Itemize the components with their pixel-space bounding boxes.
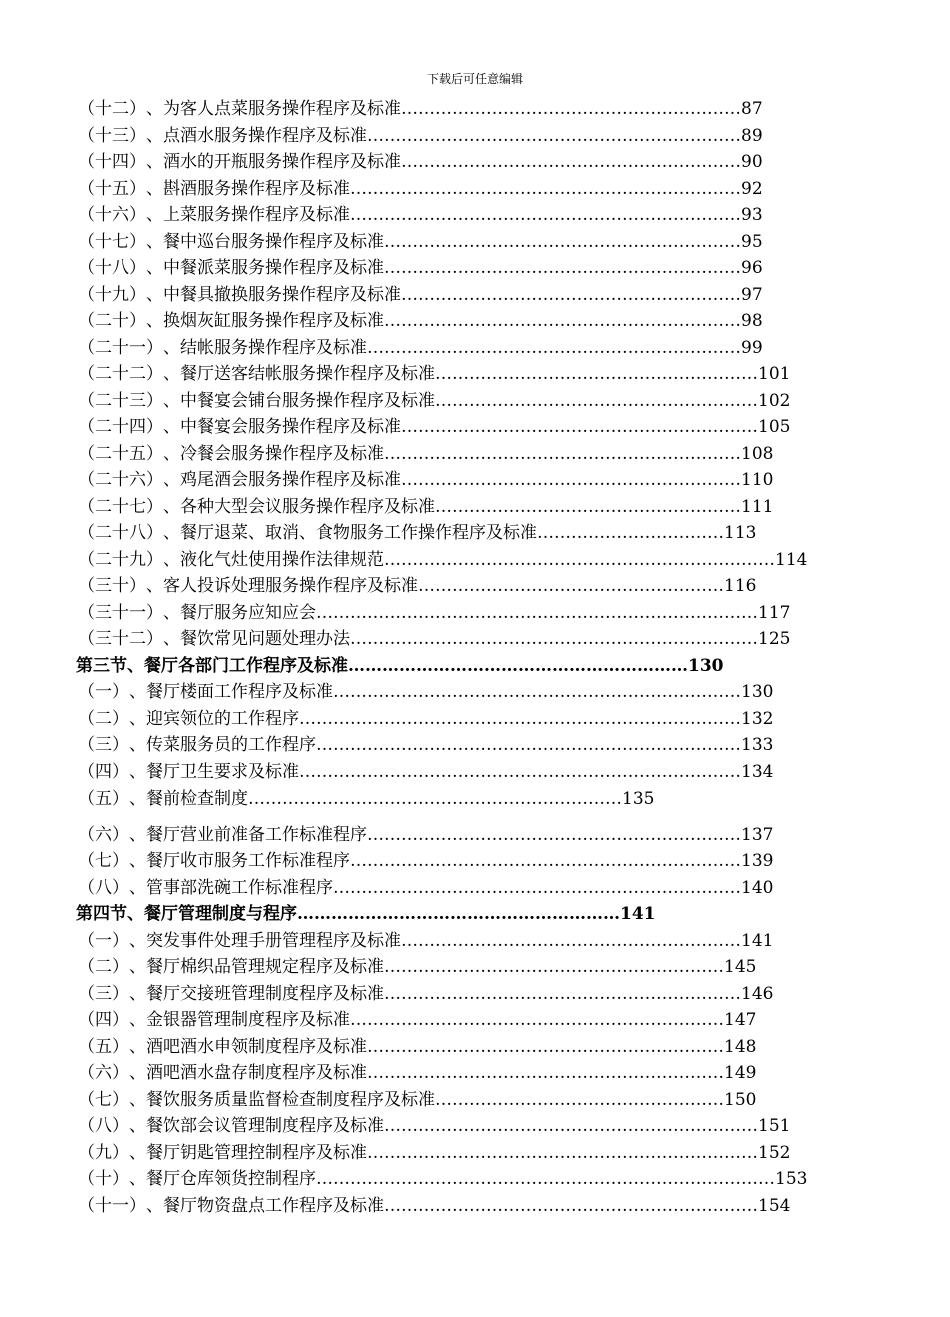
toc-leader-dots: ………………………………………………………… bbox=[350, 1010, 724, 1030]
toc-entry-title: 、酒吧酒水申领制度程序及标准 bbox=[129, 1037, 367, 1057]
toc-entry-number: （三十一） bbox=[78, 603, 163, 623]
toc-page-number: 96 bbox=[741, 258, 763, 278]
toc-entry-number: （七） bbox=[78, 851, 129, 871]
toc-page-number: 89 bbox=[741, 126, 763, 146]
toc-leader-dots: ………………………………………………… bbox=[435, 364, 758, 384]
toc-leader-dots: …………………………………………………………… bbox=[350, 851, 741, 871]
toc-page-number: 154 bbox=[758, 1196, 791, 1216]
toc-entry-title: 、冷餐会服务操作程序及标准 bbox=[163, 444, 384, 464]
toc-leader-dots: …………………………………………………………………… bbox=[299, 762, 741, 782]
toc-entry-title: 、酒水的开瓶服务操作程序及标准 bbox=[146, 152, 401, 172]
toc-entry-title: 、餐饮部会议管理制度程序及标准 bbox=[129, 1116, 384, 1136]
toc-entry-title: 、餐厅交接班管理制度程序及标准 bbox=[129, 984, 384, 1004]
toc-entry-number: （三） bbox=[78, 735, 129, 755]
toc-entry bbox=[78, 732, 773, 758]
toc-entry bbox=[78, 600, 790, 626]
toc-page-number: 145 bbox=[724, 957, 757, 977]
toc-entry-title: 、餐厅收市服务工作标准程序 bbox=[129, 851, 350, 871]
toc-leader-dots: ……………………………………………………………… bbox=[350, 629, 758, 649]
toc-entry bbox=[78, 202, 763, 228]
toc-leader-dots: …………………………………………………………………… bbox=[316, 603, 758, 623]
toc-entry-number: （十三） bbox=[78, 126, 146, 146]
toc-page-number: 87 bbox=[741, 99, 763, 119]
toc-entry-number: （二十四） bbox=[78, 417, 163, 437]
toc-entry bbox=[78, 1193, 790, 1219]
toc-entry-number: （十一） bbox=[78, 1196, 146, 1216]
toc-page-number: 141 bbox=[620, 904, 656, 924]
toc-section-heading bbox=[76, 653, 724, 679]
toc-entry bbox=[78, 547, 807, 573]
toc-entry bbox=[78, 414, 790, 440]
toc-entry bbox=[78, 335, 763, 361]
toc-leader-dots: ……………………………………………………… bbox=[367, 1063, 724, 1083]
toc-leader-dots: ……………………………………………………………… bbox=[333, 682, 741, 702]
toc-entry-number: （十九） bbox=[78, 285, 146, 305]
toc-leader-dots: ……………………………………………………… bbox=[401, 417, 758, 437]
toc-leader-dots: …………………………………………………………… bbox=[350, 179, 741, 199]
toc-page-number: 135 bbox=[622, 789, 655, 809]
toc-entry-number: （七） bbox=[78, 1090, 129, 1110]
toc-entry-number: （二十二） bbox=[78, 364, 163, 384]
toc-entry-title: 、餐厅物资盘点工作程序及标准 bbox=[146, 1196, 384, 1216]
toc-leader-dots: …………………………………………………………… bbox=[384, 550, 775, 570]
toc-entry-number: （一） bbox=[78, 931, 129, 951]
toc-leader-dots: ………………………………………………………… bbox=[384, 1196, 758, 1216]
toc-entry bbox=[78, 1034, 756, 1060]
toc-entry-number: （十八） bbox=[78, 258, 146, 278]
toc-entry-title: 、餐厅营业前准备工作标准程序 bbox=[129, 825, 367, 845]
toc-entry-title: 、餐厅楼面工作程序及标准 bbox=[129, 682, 333, 702]
toc-entry bbox=[78, 1087, 756, 1113]
toc-page-number: 152 bbox=[758, 1143, 791, 1163]
toc-leader-dots: ……………………………………………………… bbox=[384, 258, 741, 278]
toc-entry-number: （九） bbox=[78, 1143, 129, 1163]
toc-entry-title: 、为客人点菜服务操作程序及标准 bbox=[146, 99, 401, 119]
toc-entry bbox=[78, 786, 654, 812]
toc-entry-title: 、餐厅棉织品管理规定程序及标准 bbox=[129, 957, 384, 977]
toc-entry-title: 、结帐服务操作程序及标准 bbox=[163, 338, 367, 358]
toc-leader-dots: ………………………………………………………… bbox=[367, 126, 741, 146]
toc-entry bbox=[78, 176, 763, 202]
toc-entry-title: 、传菜服务员的工作程序 bbox=[129, 735, 316, 755]
toc-entry bbox=[78, 441, 773, 467]
toc-page-number: 116 bbox=[724, 576, 757, 596]
toc-entry-title: 、迎宾领位的工作程序 bbox=[129, 709, 299, 729]
toc-leader-dots: ……………………………………………… bbox=[418, 576, 724, 596]
toc-entry bbox=[78, 822, 773, 848]
toc-page-number: 98 bbox=[741, 311, 763, 331]
toc-leader-dots: …………………………………………………… bbox=[401, 931, 741, 951]
toc-entry-number: （二十八） bbox=[78, 523, 163, 543]
toc-leader-dots: …………………………………………………………… bbox=[350, 205, 741, 225]
toc-leader-dots: ………………………………………………… bbox=[297, 904, 620, 924]
toc-entry bbox=[78, 626, 790, 652]
toc-entry-title: 、餐中巡台服务操作程序及标准 bbox=[146, 232, 384, 252]
toc-leader-dots: …………………………………………………… bbox=[401, 285, 741, 305]
toc-entry bbox=[78, 388, 790, 414]
toc-entry-number: （二十） bbox=[78, 311, 146, 331]
toc-page-number: 97 bbox=[741, 285, 763, 305]
toc-leader-dots: …………………………………………………………… bbox=[367, 1143, 758, 1163]
toc-page-number: 140 bbox=[741, 878, 774, 898]
toc-entry-title: 、餐厅管理制度与程序 bbox=[127, 904, 297, 924]
toc-entry-title: 、中餐派菜服务操作程序及标准 bbox=[146, 258, 384, 278]
toc-section-heading bbox=[76, 901, 656, 927]
toc-entry bbox=[78, 149, 763, 175]
toc-entry-number: （十六） bbox=[78, 205, 146, 225]
toc-leader-dots: ………………………………………………………… bbox=[367, 825, 741, 845]
toc-entry-number: （四） bbox=[78, 762, 129, 782]
toc-entry-number: （四） bbox=[78, 1010, 129, 1030]
toc-entry-number: （十） bbox=[78, 1169, 129, 1189]
toc-entry-number: （五） bbox=[78, 1037, 129, 1057]
toc-page-number: 134 bbox=[741, 762, 774, 782]
toc-page-number: 117 bbox=[758, 603, 791, 623]
toc-entry-number: （二十六） bbox=[78, 470, 163, 490]
toc-entry bbox=[78, 1166, 807, 1192]
toc-leader-dots: ……………………………………………………… bbox=[384, 311, 741, 331]
toc-entry-title: 、突发事件处理手册管理程序及标准 bbox=[129, 931, 401, 951]
toc-entry bbox=[78, 1007, 756, 1033]
toc-entry bbox=[78, 928, 773, 954]
toc-entry bbox=[78, 308, 763, 334]
toc-entry-number: （二十七） bbox=[78, 497, 163, 517]
toc-leader-dots: ……………………………………………………………………… bbox=[316, 1169, 775, 1189]
toc-entry-title: 、各种大型会议服务操作程序及标准 bbox=[163, 497, 435, 517]
toc-page-number: 151 bbox=[758, 1116, 791, 1136]
toc-leader-dots: ……………………………………………………… bbox=[384, 232, 741, 252]
toc-leader-dots: …………………………………………………… bbox=[384, 957, 724, 977]
toc-entry bbox=[78, 875, 773, 901]
toc-leader-dots: ……………………………………………………………… bbox=[333, 878, 741, 898]
toc-page-number: 141 bbox=[741, 931, 774, 951]
toc-page-number: 105 bbox=[758, 417, 791, 437]
toc-entry bbox=[78, 573, 756, 599]
toc-entry-title: 、酒吧酒水盘存制度程序及标准 bbox=[129, 1063, 367, 1083]
toc-entry-number: （八） bbox=[78, 878, 129, 898]
toc-entry-title: 、液化气灶使用操作法律规范 bbox=[163, 550, 384, 570]
toc-leader-dots: …………………………………………… bbox=[435, 1090, 724, 1110]
toc-entry-title: 、餐厅送客结帐服务操作程序及标准 bbox=[163, 364, 435, 384]
toc-entry bbox=[78, 1113, 790, 1139]
toc-leader-dots: ………………………………………………………… bbox=[367, 338, 741, 358]
toc-leader-dots: …………………………………………………………………… bbox=[299, 709, 741, 729]
toc-entry-number: （三十二） bbox=[78, 629, 163, 649]
toc-entry bbox=[78, 494, 773, 520]
toc-entry-title: 、中餐具撤换服务操作程序及标准 bbox=[146, 285, 401, 305]
toc-page-number: 101 bbox=[758, 364, 791, 384]
toc-leader-dots: ……………………………………………………… bbox=[384, 444, 741, 464]
toc-entry-title: 、中餐宴会服务操作程序及标准 bbox=[163, 417, 401, 437]
toc-page-number: 113 bbox=[724, 523, 757, 543]
toc-entry-title: 、餐前检查制度 bbox=[129, 789, 248, 809]
toc-entry bbox=[78, 1060, 756, 1086]
toc-entry-number: （十二） bbox=[78, 99, 146, 119]
toc-page-number: 148 bbox=[724, 1037, 757, 1057]
toc-leader-dots: …………………………………………………… bbox=[401, 152, 741, 172]
toc-entry-title: 、餐厅服务应知应会 bbox=[163, 603, 316, 623]
toc-leader-dots: ……………………………………………………… bbox=[367, 1037, 724, 1057]
toc-entry bbox=[78, 229, 763, 255]
toc-entry-number: （三） bbox=[78, 984, 129, 1004]
toc-entry bbox=[78, 954, 756, 980]
toc-page-number: 93 bbox=[741, 205, 763, 225]
toc-leader-dots: …………………………… bbox=[537, 523, 724, 543]
toc-entry-title: 、斟酒服务操作程序及标准 bbox=[146, 179, 350, 199]
toc-entry-number: （三十） bbox=[78, 576, 146, 596]
page-header: 下载后可任意编辑 bbox=[426, 72, 523, 86]
toc-entry bbox=[78, 706, 773, 732]
toc-entry-title: 、餐饮常见问题处理办法 bbox=[163, 629, 350, 649]
toc-page-number: 130 bbox=[688, 656, 724, 676]
toc-page-number: 108 bbox=[741, 444, 774, 464]
toc-entry-title: 、餐厅各部门工作程序及标准 bbox=[127, 656, 348, 676]
toc-entry bbox=[78, 282, 763, 308]
toc-entry bbox=[78, 848, 773, 874]
toc-page-number: 90 bbox=[741, 152, 763, 172]
toc-entry-number: （二十三） bbox=[78, 391, 163, 411]
toc-entry bbox=[78, 123, 763, 149]
toc-entry-number: （二十九） bbox=[78, 550, 163, 570]
toc-entry-number: 第四节 bbox=[76, 904, 127, 924]
toc-entry-title: 、上菜服务操作程序及标准 bbox=[146, 205, 350, 225]
toc-entry-title: 、客人投诉处理服务操作程序及标准 bbox=[146, 576, 418, 596]
toc-entry-number: （二） bbox=[78, 709, 129, 729]
toc-entry-title: 、管事部洗碗工作标准程序 bbox=[129, 878, 333, 898]
toc-entry-number: （二） bbox=[78, 957, 129, 977]
toc-page-number: 147 bbox=[724, 1010, 757, 1030]
toc-page-number: 132 bbox=[741, 709, 774, 729]
toc-entry bbox=[78, 361, 790, 387]
toc-entry bbox=[78, 467, 773, 493]
toc-entry-number: （六） bbox=[78, 1063, 129, 1083]
toc-entry-number: （八） bbox=[78, 1116, 129, 1136]
toc-entry bbox=[78, 759, 773, 785]
toc-entry-title: 、点酒水服务操作程序及标准 bbox=[146, 126, 367, 146]
toc-leader-dots: ……………………………………………………… bbox=[384, 984, 741, 1004]
toc-leader-dots: ………………………………………………………………… bbox=[316, 735, 741, 755]
toc-entry-title: 、餐厅卫生要求及标准 bbox=[129, 762, 299, 782]
toc-page-number: 111 bbox=[741, 497, 774, 517]
toc-page-number: 150 bbox=[724, 1090, 757, 1110]
toc-page-number: 92 bbox=[741, 179, 763, 199]
toc-leader-dots: ………………………………………………… bbox=[435, 391, 758, 411]
toc-leader-dots: …………………………………………………… bbox=[348, 656, 688, 676]
toc-entry-title: 、换烟灰缸服务操作程序及标准 bbox=[146, 311, 384, 331]
toc-entry-title: 、餐厅仓库领货控制程序 bbox=[129, 1169, 316, 1189]
toc-leader-dots: ………………………………………………………… bbox=[248, 789, 622, 809]
toc-entry bbox=[78, 520, 756, 546]
toc-entry-number: （一） bbox=[78, 682, 129, 702]
toc-entry-number: （二十五） bbox=[78, 444, 163, 464]
toc-entry-title: 、餐饮服务质量监督检查制度程序及标准 bbox=[129, 1090, 435, 1110]
toc-entry-number: 第三节 bbox=[76, 656, 127, 676]
toc-entry-title: 、金银器管理制度程序及标准 bbox=[129, 1010, 350, 1030]
toc-entry bbox=[78, 255, 763, 281]
toc-page-number: 99 bbox=[741, 338, 763, 358]
toc-entry-title: 、餐厅钥匙管理控制程序及标准 bbox=[129, 1143, 367, 1163]
toc-entry bbox=[78, 679, 773, 705]
toc-entry bbox=[78, 1140, 790, 1166]
toc-page-number: 153 bbox=[775, 1169, 808, 1189]
toc-entry-title: 、鸡尾酒会服务操作程序及标准 bbox=[163, 470, 401, 490]
toc-leader-dots: …………………………………………………… bbox=[401, 99, 741, 119]
toc-entry-number: （五） bbox=[78, 789, 129, 809]
toc-page-number: 95 bbox=[741, 232, 763, 252]
toc-page-number: 133 bbox=[741, 735, 774, 755]
toc-page-number: 139 bbox=[741, 851, 774, 871]
toc-page-number: 130 bbox=[741, 682, 774, 702]
toc-page-number: 125 bbox=[758, 629, 791, 649]
toc-page-number: 146 bbox=[741, 984, 774, 1004]
toc-page-number: 114 bbox=[775, 550, 808, 570]
toc-page-number: 137 bbox=[741, 825, 774, 845]
toc-entry-number: （十五） bbox=[78, 179, 146, 199]
toc-page-number: 102 bbox=[758, 391, 791, 411]
toc-entry-number: （二十一） bbox=[78, 338, 163, 358]
toc-entry-title: 、餐厅退菜、取消、食物服务工作操作程序及标准 bbox=[163, 523, 537, 543]
toc-entry bbox=[78, 981, 773, 1007]
toc-entry-title: 、中餐宴会铺台服务操作程序及标准 bbox=[163, 391, 435, 411]
toc-entry-number: （十四） bbox=[78, 152, 146, 172]
toc-entry bbox=[78, 96, 763, 122]
toc-leader-dots: ……………………………………………… bbox=[435, 497, 741, 517]
toc-page-number: 110 bbox=[741, 470, 774, 490]
toc-leader-dots: …………………………………………………… bbox=[401, 470, 741, 490]
toc-leader-dots: ………………………………………………………… bbox=[384, 1116, 758, 1136]
toc-page-number: 149 bbox=[724, 1063, 757, 1083]
toc-entry-number: （六） bbox=[78, 825, 129, 845]
toc-entry-number: （十七） bbox=[78, 232, 146, 252]
